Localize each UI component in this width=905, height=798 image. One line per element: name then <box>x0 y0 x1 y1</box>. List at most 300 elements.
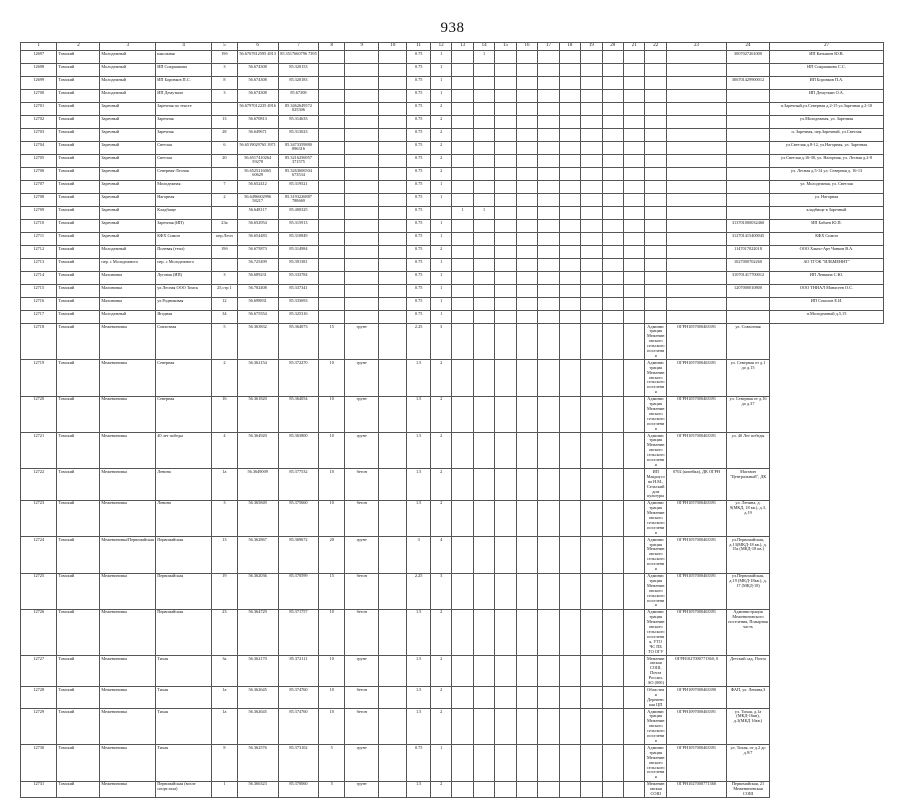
table-cell: 1.5 <box>407 469 431 500</box>
table-cell <box>538 709 559 745</box>
table-cell: 12724 <box>21 537 57 573</box>
table-cell <box>473 285 494 298</box>
table-cell <box>727 64 770 77</box>
table-cell <box>495 272 516 285</box>
table-cell: Межениновская СОШ <box>645 781 666 798</box>
table-cell: 85.314984 <box>278 246 319 259</box>
table-cell <box>379 298 407 311</box>
table-cell <box>559 246 580 259</box>
table-cell <box>516 609 537 655</box>
table-row <box>21 194 884 207</box>
table-cell <box>473 656 494 687</box>
table-cell: Администрация Межениновского сельского поселения, УТО ЧС ПБ ТО ОГУ <box>646 609 665 654</box>
table-cell <box>581 64 602 77</box>
table-cell <box>452 194 473 207</box>
table-cell <box>452 709 473 745</box>
table-cell <box>624 285 645 298</box>
table-cell: Детский сад, Почта <box>727 656 770 687</box>
table-cell <box>495 469 516 500</box>
table-cell: 310701417700012 <box>727 272 770 285</box>
table-row <box>21 656 884 687</box>
table-cell: 3 <box>212 500 238 536</box>
table-cell <box>319 259 345 272</box>
table-cell <box>666 129 726 142</box>
table-cell <box>645 272 666 285</box>
table-cell <box>473 103 494 116</box>
table-cell <box>473 709 494 745</box>
table-cell: 85.371757 <box>278 609 319 655</box>
table-cell <box>473 433 494 469</box>
table-cell <box>538 609 559 655</box>
table-cell <box>516 285 537 298</box>
table-row <box>21 259 884 272</box>
table-cell: 1 <box>430 259 451 272</box>
table-cell: Межениновка <box>100 360 156 396</box>
table-cell <box>452 103 473 116</box>
table-cell: 0.75 <box>407 745 431 781</box>
table-cell <box>495 285 516 298</box>
table-cell: 85.313023 <box>278 129 319 142</box>
table-row <box>21 687 884 709</box>
table-cell <box>516 311 537 324</box>
table-cell: 56.674308 <box>237 77 278 90</box>
table-cell <box>624 194 645 207</box>
table-cell: Межениновка <box>100 609 156 655</box>
table-cell <box>624 324 645 360</box>
table-cell: 15 <box>319 573 345 609</box>
table-cell: 56.674308 <box>237 90 278 103</box>
table-cell <box>516 469 537 500</box>
table-cell: 12716 <box>21 298 57 311</box>
table-cell <box>379 220 407 233</box>
table-cell: Томский <box>57 500 100 536</box>
table-cell <box>452 687 473 709</box>
table-cell: 85.370060 <box>278 781 319 798</box>
table-cell <box>581 155 602 168</box>
table-cell: 12728 <box>21 687 57 709</box>
table-cell <box>345 103 379 116</box>
table-cell: Томский <box>57 745 100 781</box>
table-cell: 85.3473359880 096316 <box>278 142 319 155</box>
table-cell: 12720 <box>21 396 57 432</box>
table-cell: 85.372270 <box>278 360 319 396</box>
table-cell: 56.362576 <box>237 745 278 781</box>
table-cell <box>602 324 623 360</box>
table-cell: п. Заречная, пер.Заречный, ул.Светлая <box>769 129 883 142</box>
table-cell: Межениновка <box>100 324 156 360</box>
table-cell <box>473 155 494 168</box>
table-cell <box>319 194 345 207</box>
table-cell: 12700 <box>21 90 57 103</box>
table-cell: 85.67308 <box>278 90 319 103</box>
table-cell: 2.25 <box>407 573 431 609</box>
table-cell: Томский <box>57 781 100 798</box>
table-cell: 1.5 <box>407 687 431 709</box>
table-cell: бетон <box>345 573 379 609</box>
table-cell: 85.337341 <box>278 285 319 298</box>
table-cell <box>473 687 494 709</box>
table-cell: 56.362036 <box>237 573 278 609</box>
table-cell: Нагорная <box>156 194 212 207</box>
table-cell: Межениновская СОШ, Почта России, АО (000) <box>645 656 666 687</box>
table-cell: 0.75 <box>407 220 431 233</box>
column-number-cell: 23 <box>666 43 726 51</box>
table-cell: Заречная (ИП) <box>156 220 212 233</box>
table-cell: 2 <box>430 609 451 655</box>
table-cell <box>516 51 537 64</box>
table-cell <box>645 51 666 64</box>
table-cell: Молодежный <box>100 246 156 259</box>
table-cell <box>666 272 726 285</box>
table-cell <box>538 103 559 116</box>
table-cell: 12721 <box>21 433 57 469</box>
table-cell: 2 <box>430 781 451 798</box>
table-cell: 85.3263606504 673534 <box>278 168 319 181</box>
table-cell: 56.6525216065 60629 <box>237 168 278 181</box>
table-cell: 1027000702260 <box>727 259 770 272</box>
table-cell: ОГРН1027000771360, 0 <box>666 656 726 687</box>
table-cell <box>602 181 623 194</box>
table-cell: Молодежная <box>156 181 212 194</box>
table-cell: Заречная <box>156 129 212 142</box>
table-cell <box>452 285 473 298</box>
table-cell: 1.5 <box>407 396 431 432</box>
table-cell <box>495 181 516 194</box>
table-cell: 3 <box>430 324 451 360</box>
table-cell: ОГРН1057000463391 <box>666 324 726 360</box>
table-cell: 1 <box>430 220 451 233</box>
table-cell: ИП Левкина С.Ю. <box>769 272 883 285</box>
table-cell: Молодежный <box>100 90 156 103</box>
table-cell <box>727 194 770 207</box>
table-cell <box>559 64 580 77</box>
table-cell <box>516 687 537 709</box>
column-number-cell: 15 <box>495 43 516 51</box>
table-cell <box>581 207 602 220</box>
table-cell <box>624 781 645 798</box>
table-cell <box>345 259 379 272</box>
table-cell <box>538 396 559 432</box>
table-cell <box>602 64 623 77</box>
table-cell <box>345 194 379 207</box>
table-row <box>21 272 884 285</box>
table-cell <box>452 396 473 432</box>
table-cell <box>538 181 559 194</box>
table-cell <box>516 360 537 396</box>
table-cell <box>559 168 580 181</box>
table-cell <box>727 168 770 181</box>
table-cell: 56.6517410264 59278 <box>237 155 278 168</box>
table-cell <box>602 90 623 103</box>
table-cell <box>379 609 407 655</box>
table-cell <box>516 207 537 220</box>
table-cell <box>379 745 407 781</box>
table-cell <box>602 272 623 285</box>
table-cell: Заречный <box>100 220 156 233</box>
table-cell: Молодежный <box>100 311 156 324</box>
table-cell <box>645 246 666 259</box>
table-cell: 3 <box>212 272 238 285</box>
table-row <box>21 573 884 609</box>
table-cell: Заречная по тексте <box>156 103 212 116</box>
table-cell: п.Молодежный д.5,15 <box>769 311 883 324</box>
table-cell <box>559 500 580 536</box>
table-cell <box>666 311 726 324</box>
table-cell: Межениновка <box>100 781 156 798</box>
table-cell <box>345 142 379 155</box>
table-cell <box>516 194 537 207</box>
table-cell: Администрация Межениновского сельского поселения <box>646 432 665 467</box>
table-cell <box>452 324 473 360</box>
table-cell <box>452 433 473 469</box>
table-cell <box>495 194 516 207</box>
table-cell <box>495 220 516 233</box>
table-cell: 12723 <box>21 500 57 536</box>
table-cell <box>516 168 537 181</box>
table-cell: 1 <box>430 298 451 311</box>
table-cell <box>495 298 516 311</box>
table-cell: 7 <box>212 181 238 194</box>
table-cell <box>452 360 473 396</box>
table-cell <box>452 298 473 311</box>
table-cell <box>559 259 580 272</box>
table-cell: 85.3462649572 025306 <box>278 103 319 116</box>
table-cell: Заречный <box>100 233 156 246</box>
table-cell: 56.3649009 <box>237 469 278 500</box>
table-cell: Томский <box>57 116 100 129</box>
table-cell <box>379 233 407 246</box>
table-cell <box>319 155 345 168</box>
table-cell <box>559 90 580 103</box>
table-cell <box>495 324 516 360</box>
table-cell <box>379 129 407 142</box>
table-cell: 56.362170 <box>237 656 278 687</box>
table-cell <box>624 233 645 246</box>
table-cell: 12701 <box>21 103 57 116</box>
table-cell <box>379 687 407 709</box>
table-cell <box>452 51 473 64</box>
table-cell: 12710 <box>21 220 57 233</box>
table-cell <box>727 155 770 168</box>
column-number-cell: 27 <box>769 43 883 51</box>
table-cell <box>645 220 666 233</box>
table-cell: грунт <box>345 781 379 798</box>
table-cell <box>581 298 602 311</box>
table-cell: 85.3517660796 7395 <box>278 51 319 64</box>
table-cell: Томский <box>57 272 100 285</box>
table-cell <box>538 298 559 311</box>
table-cell <box>452 573 473 609</box>
table-cell: 12713 <box>21 259 57 272</box>
table-cell: 3 <box>430 573 451 609</box>
table-cell <box>452 469 473 500</box>
table-cell: Межениновка <box>100 500 156 536</box>
table-cell: бетон <box>345 709 379 745</box>
table-cell <box>345 51 379 64</box>
table-cell: 56.362154 <box>237 360 278 396</box>
table-cell: 85.370599 <box>278 573 319 609</box>
table-row <box>21 745 884 781</box>
table-cell: 0.75 <box>407 181 431 194</box>
table-cell: п.Заречный,ул.Северная д.2-15 ул.Заречная д.2-10 <box>769 103 883 116</box>
table-cell <box>319 207 345 220</box>
table-cell: ул. Совхозная <box>727 324 770 360</box>
table-cell: Томский <box>57 433 100 469</box>
table-cell: Малиновка <box>100 298 156 311</box>
table-cell <box>516 537 537 573</box>
table-cell <box>516 745 537 781</box>
column-number-cell: 22 <box>645 43 666 51</box>
table-cell: Малиновка <box>100 285 156 298</box>
table-cell <box>666 155 726 168</box>
table-cell: пер. с Молодежного <box>100 259 156 272</box>
table-cell <box>602 298 623 311</box>
table-cell <box>379 433 407 469</box>
table-cell <box>645 155 666 168</box>
table-cell <box>379 396 407 432</box>
table-cell: Межениновка <box>100 709 156 745</box>
table-cell: ул.Молодежная, ул. Заречная <box>769 116 883 129</box>
table-cell <box>345 246 379 259</box>
table-cell <box>516 129 537 142</box>
table-cell: 12707 <box>21 181 57 194</box>
table-cell: 0.75 <box>407 116 431 129</box>
table-cell: Тихая <box>156 656 212 687</box>
table-cell <box>624 64 645 77</box>
table-cell: Администрация Межениновского сельского поселения <box>646 708 665 743</box>
table-cell <box>379 537 407 573</box>
table-cell: ОГРН1057000463391 <box>666 433 726 469</box>
table-cell: ООО Хакпо-Арт Чанков В.А. <box>769 246 883 259</box>
table-cell: грунт <box>345 360 379 396</box>
table-cell <box>379 573 407 609</box>
table-cell: 25,стр 1 <box>212 285 238 298</box>
table-cell: Светлая <box>156 155 212 168</box>
table-cell <box>319 285 345 298</box>
table-cell: 2 <box>430 396 451 432</box>
table-cell: 12703 <box>21 129 57 142</box>
table-cell <box>538 259 559 272</box>
table-cell: 12711 <box>21 233 57 246</box>
table-cell: 56.649671 <box>237 129 278 142</box>
table-cell: 6 <box>212 142 238 155</box>
table-cell <box>645 168 666 181</box>
table-cell: АО ТГОК "ИЛЬМЕНИТ" <box>769 259 883 272</box>
table-cell: КФХ Симон <box>156 233 212 246</box>
table-cell: Администрация Межениновского сельского поселения <box>646 744 665 780</box>
table-cell <box>345 272 379 285</box>
table-cell: Молодежный <box>100 64 156 77</box>
table-cell <box>624 500 645 536</box>
table-cell <box>602 781 623 798</box>
table-cell: 19б <box>212 246 238 259</box>
table-cell <box>379 469 407 500</box>
table-cell: Заречный <box>100 116 156 129</box>
table-cell: 2 <box>430 168 451 181</box>
table-cell <box>581 142 602 155</box>
table-cell: Томский <box>57 609 100 655</box>
table-cell: бетон <box>345 687 379 709</box>
table-cell <box>602 168 623 181</box>
table-cell: 10 <box>319 433 345 469</box>
table-cell: 20 <box>319 537 345 573</box>
table-cell <box>452 129 473 142</box>
table-row <box>21 709 884 745</box>
table-cell: Тихая <box>156 687 212 709</box>
table-cell <box>319 311 345 324</box>
table-cell <box>516 259 537 272</box>
table-cell <box>379 77 407 90</box>
table-cell: ОГРН1097000463391 <box>666 709 726 745</box>
table-cell: 56.675873 <box>237 246 278 259</box>
table-cell <box>602 433 623 469</box>
table-cell <box>319 181 345 194</box>
table-cell <box>666 233 726 246</box>
table-cell: Томский <box>57 709 100 745</box>
table-cell: 0.75 <box>407 207 431 220</box>
table-cell <box>727 129 770 142</box>
table-cell <box>645 259 666 272</box>
table-cell: Заречный <box>100 155 156 168</box>
table-cell: ул.Родниковая <box>156 298 212 311</box>
table-cell <box>666 194 726 207</box>
table-cell: ООО ТНИАЛ Манасеев О.С. <box>769 285 883 298</box>
table-cell: 12697 <box>21 51 57 64</box>
table-cell <box>345 129 379 142</box>
table-cell <box>559 194 580 207</box>
table-cell <box>624 259 645 272</box>
table-cell: Администрация Межениновского сельского поселения <box>646 573 665 608</box>
table-row <box>21 233 884 246</box>
table-cell <box>495 573 516 609</box>
table-cell <box>645 181 666 194</box>
table-cell <box>538 51 559 64</box>
table-cell: 2 <box>212 194 238 207</box>
table-cell <box>495 64 516 77</box>
table-cell <box>473 64 494 77</box>
table-row <box>21 324 884 360</box>
table-cell: 12699 <box>21 77 57 90</box>
table-cell <box>473 246 494 259</box>
table-cell: 1 <box>452 207 473 220</box>
table-cell: ул. Тихая, от д.2 до д.9/7 <box>727 745 770 781</box>
table-cell: 13 <box>212 537 238 573</box>
table-cell <box>602 194 623 207</box>
table-cell <box>624 246 645 259</box>
table-cell <box>379 116 407 129</box>
table-cell: ИП Макроусова Н.М., Сельский дом культуры <box>646 468 665 499</box>
table-cell: 12719 <box>21 360 57 396</box>
table-cell: 12706 <box>21 168 57 181</box>
table-cell <box>345 181 379 194</box>
table-cell <box>581 233 602 246</box>
table-cell: 10 <box>319 469 345 500</box>
table-cell <box>581 687 602 709</box>
table-cell <box>727 116 770 129</box>
table-cell <box>452 259 473 272</box>
table-cell: Томский <box>57 324 100 360</box>
table-cell <box>212 168 238 181</box>
table-cell <box>666 220 726 233</box>
table-cell: 2 <box>430 687 451 709</box>
table-cell: 56.365849 <box>237 500 278 536</box>
table-cell: 85.374760 <box>278 687 319 709</box>
table-cell: 1 <box>430 285 451 298</box>
table-cell <box>538 233 559 246</box>
table-cell <box>559 207 580 220</box>
table-cell <box>624 207 645 220</box>
table-cell <box>581 609 602 655</box>
